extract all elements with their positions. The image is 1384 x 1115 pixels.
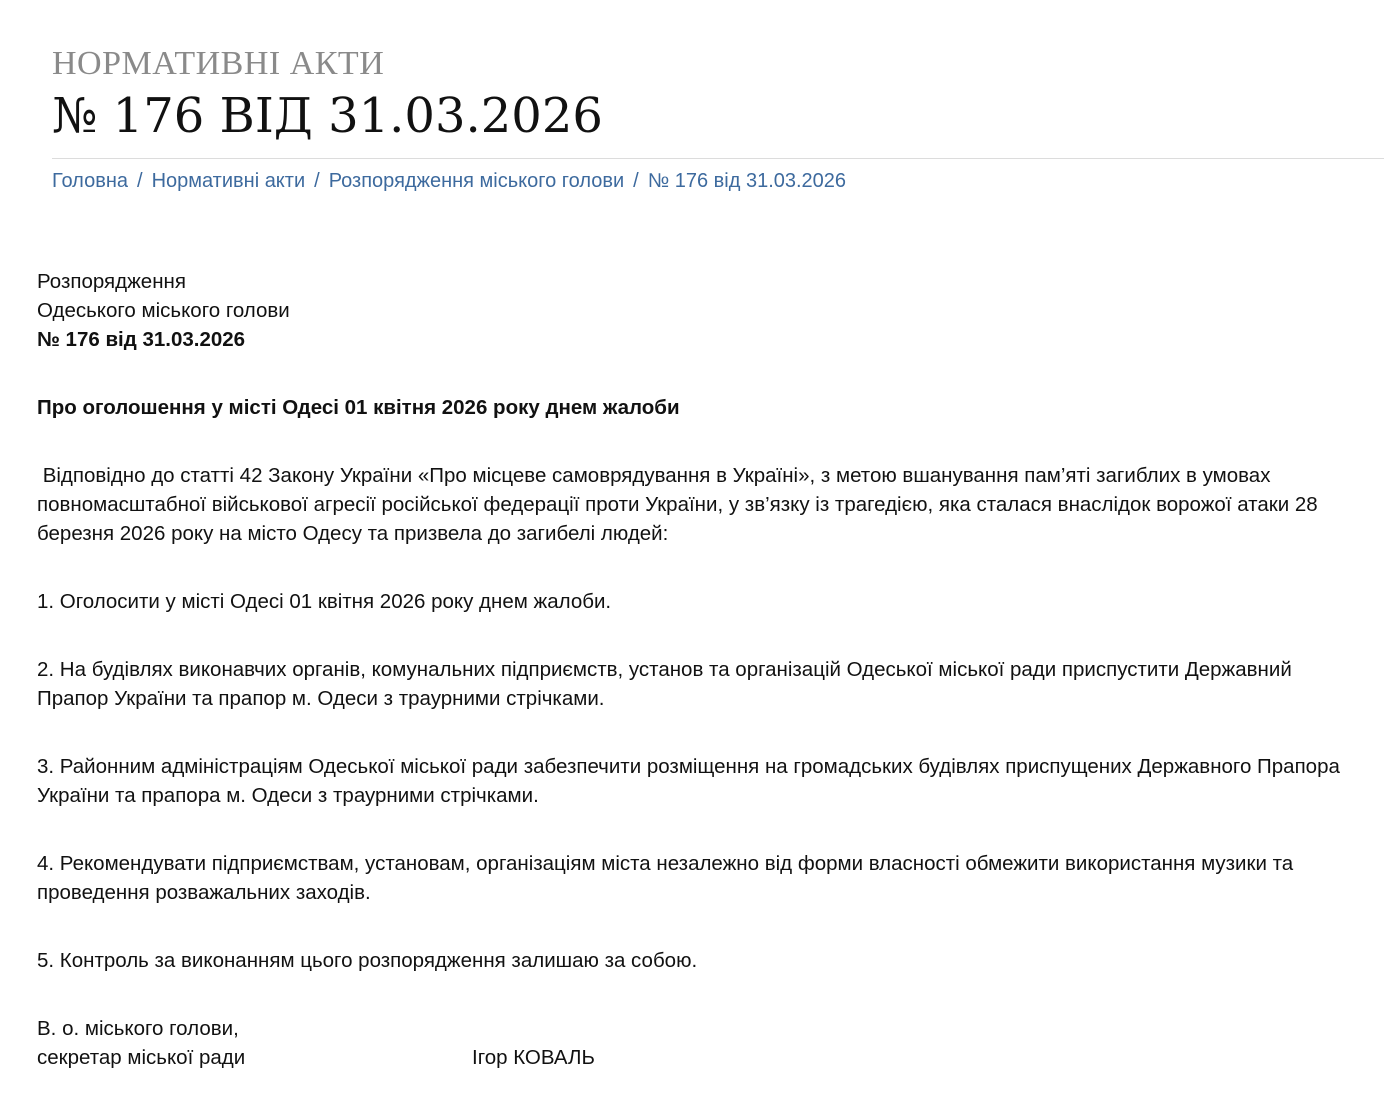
section-title: НОРМАТИВНІ АКТИ bbox=[52, 45, 385, 82]
breadcrumb-separator: / bbox=[633, 170, 639, 192]
signature-row bbox=[37, 1043, 1367, 1072]
document-issuer: Одеського міського голови bbox=[37, 299, 290, 322]
breadcrumb-separator: / bbox=[314, 170, 320, 192]
order-item-5: 5. Контроль за виконанням цього розпорядження залишаю за собою. bbox=[37, 949, 698, 972]
document-preamble: Відповідно до статті 42 Закону України «Про місцеве самоврядування в Україні», з метою вшанування пам’яті загиблих в умовах повномасштабної військової агресії російської федерації проти України, у зв’язку із трагедією, яка сталася внаслідок ворожої атаки 28 березня 2026 року на місто Одесу та призвела до загибелі людей: bbox=[37, 464, 1324, 545]
document-type: Розпорядження bbox=[37, 270, 186, 293]
page-header bbox=[52, 44, 1384, 146]
breadcrumb bbox=[52, 169, 846, 193]
breadcrumb-separator: / bbox=[137, 170, 143, 192]
document-heading bbox=[37, 267, 1367, 354]
order-item-4: 4. Рекомендувати підприємствам, установам, організаціям міста незалежно від форми власності обмежити використання музики та проведення розважальних заходів. bbox=[37, 852, 1294, 904]
breadcrumb-link-mayor-orders[interactable]: Розпорядження міського голови bbox=[328, 170, 625, 192]
header-divider bbox=[52, 158, 1384, 159]
breadcrumb-current-document[interactable]: № 176 від 31.03.2026 bbox=[647, 170, 847, 192]
order-item-1: 1. Оголосити у місті Одесі 01 квітня 2026 року днем жалоби. bbox=[37, 590, 612, 613]
page-title: № 176 ВІД 31.03.2026 bbox=[52, 88, 603, 144]
document-subject: Про оголошення у місті Одесі 01 квітня 2026 року днем жалоби bbox=[37, 396, 680, 419]
order-item-3: 3. Районним адміністраціям Одеської міської ради забезпечити розміщення на громадських будівлях приспущених Державного Прапора України та прапора м. Одеси з траурними стрічками. bbox=[37, 755, 1340, 807]
signatory-position-line2: секретар міської ради bbox=[37, 1046, 246, 1069]
signatory-position-line1: В. о. міського голови, bbox=[37, 1017, 239, 1040]
document-body bbox=[37, 267, 1367, 1072]
signatory-name: Ігор КОВАЛЬ bbox=[472, 1046, 595, 1069]
document-number: № 176 від 31.03.2026 bbox=[37, 328, 246, 351]
order-item-2: 2. На будівлях виконавчих органів, комунальних підприємств, установ та організацій Одеської міської ради приспустити Державний Прапор України та прапор м. Одеси з траурними стрічками. bbox=[37, 658, 1292, 710]
signature-block bbox=[37, 1014, 1367, 1072]
breadcrumb-link-home[interactable]: Головна bbox=[52, 170, 128, 192]
breadcrumb-link-normative-acts[interactable]: Нормативні акти bbox=[151, 170, 306, 192]
